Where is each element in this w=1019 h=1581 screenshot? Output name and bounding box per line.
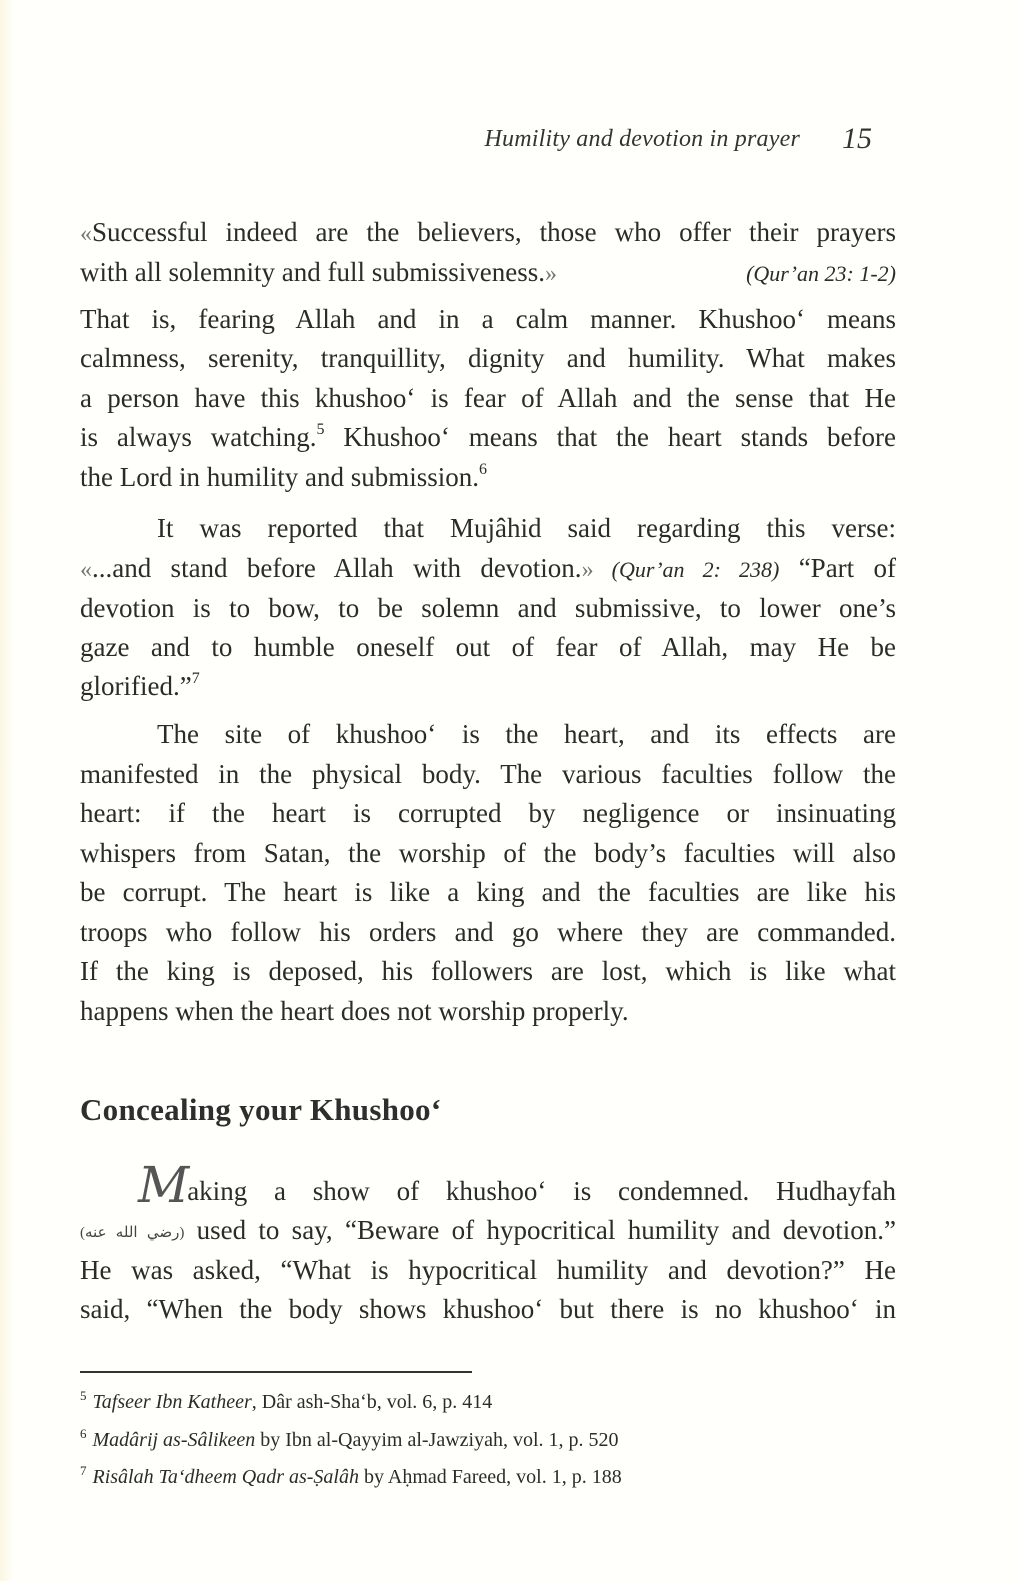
running-head: Humility and devotion in prayer <box>484 126 800 152</box>
body-line: It was reported that Mujâhid said regarding this verse: <box>157 513 896 543</box>
footnote-5: $^5$ Tafseer Ibn Katheer, Dâr ash-Sha‘b, vol. 6, p. 414 <box>80 1388 493 1413</box>
footnote-ref[interactable]: 5 <box>316 421 325 438</box>
quran-open-bracket-icon: « <box>80 221 92 247</box>
body-line: a person have this khushoo‘ is fear of Allah and the sense that He <box>80 383 896 413</box>
quran-citation: (Qur’an 2: 238) <box>593 557 780 582</box>
body-line: troops who follow his orders and go where they are commanded. <box>80 917 896 947</box>
quote-line: with all solemnity and full submissiveness.» (Qur’an 23: 1-2) <box>80 256 896 290</box>
footnote-7: $^7$ Risâlah Ta‘dheem Qadr as-Ṣalâh by Aḥmad Fareed, vol. 1, p. 188 <box>80 1463 622 1488</box>
honorific-radiallahu-anhu-icon: (رضي الله عنه) <box>80 1225 185 1241</box>
body-line: said, “When the body shows khushoo‘ but there is no khushoo‘ in <box>80 1294 896 1324</box>
body-line: the Lord in humility and submission.$^6$ <box>80 461 487 492</box>
body-line: Making a show of khushoo‘ is condemned. Hudhayfah <box>138 1156 896 1214</box>
body-line: whispers from Satan, the worship of the body’s faculties will also <box>80 838 896 868</box>
quote-line: «Successful indeed are the believers, those who offer their prayers <box>80 217 896 247</box>
footnote-ref[interactable]: 6 <box>479 461 487 478</box>
body-line: is always watching.$^5$ Khushoo‘ means that the heart stands before <box>80 421 896 452</box>
quran-open-bracket-icon: « <box>80 557 92 583</box>
body-line: manifested in the physical body. The various faculties follow the <box>80 759 896 789</box>
footnote-ref[interactable]: 7 <box>191 670 200 687</box>
body-line: That is, fearing Allah and in a calm manner. Khushoo‘ means <box>80 304 896 334</box>
body-line: glorified.”$^7$ <box>80 670 200 701</box>
quran-citation: (Qur’an 23: 1-2) <box>746 261 896 286</box>
body-line: be corrupt. The heart is like a king and the faculties are like his <box>80 877 896 907</box>
body-line: devotion is to bow, to be solemn and submissive, to lower one’s <box>80 593 896 623</box>
section-heading: Concealing your Khushoo‘ <box>80 1092 442 1127</box>
page-edge-shadow <box>0 0 14 1581</box>
footnote-divider <box>80 1371 472 1373</box>
drop-cap: M <box>138 1156 190 1214</box>
body-line: He was asked, “What is hypocritical humility and devotion?” He <box>80 1255 896 1285</box>
body-line: If the king is deposed, his followers are lost, which is like what <box>80 956 896 986</box>
body-line: «...and stand before Allah with devotion.» (Qur’an 2: 238) “Part of <box>80 553 896 583</box>
body-line: gaze and to humble oneself out of fear of Allah, may He be <box>80 632 896 662</box>
quran-close-bracket-icon: » <box>544 261 557 287</box>
body-line: The site of khushoo‘ is the heart, and its effects are <box>157 719 896 749</box>
page-number: 15 <box>842 122 872 155</box>
body-line: calmness, serenity, tranquillity, dignity and humility. What makes <box>80 343 896 373</box>
footnote-6: $^6$ Madârij as-Sâlikeen by Ibn al-Qayyim al-Jawziyah, vol. 1, p. 520 <box>80 1426 619 1451</box>
body-line: (رضي الله عنه) used to say, “Beware of hypocritical humility and devotion.” <box>80 1215 896 1245</box>
quran-close-bracket-icon: » <box>581 557 594 583</box>
body-line: happens when the heart does not worship properly. <box>80 996 629 1026</box>
body-line: heart: if the heart is corrupted by negligence or insinuating <box>80 798 896 828</box>
